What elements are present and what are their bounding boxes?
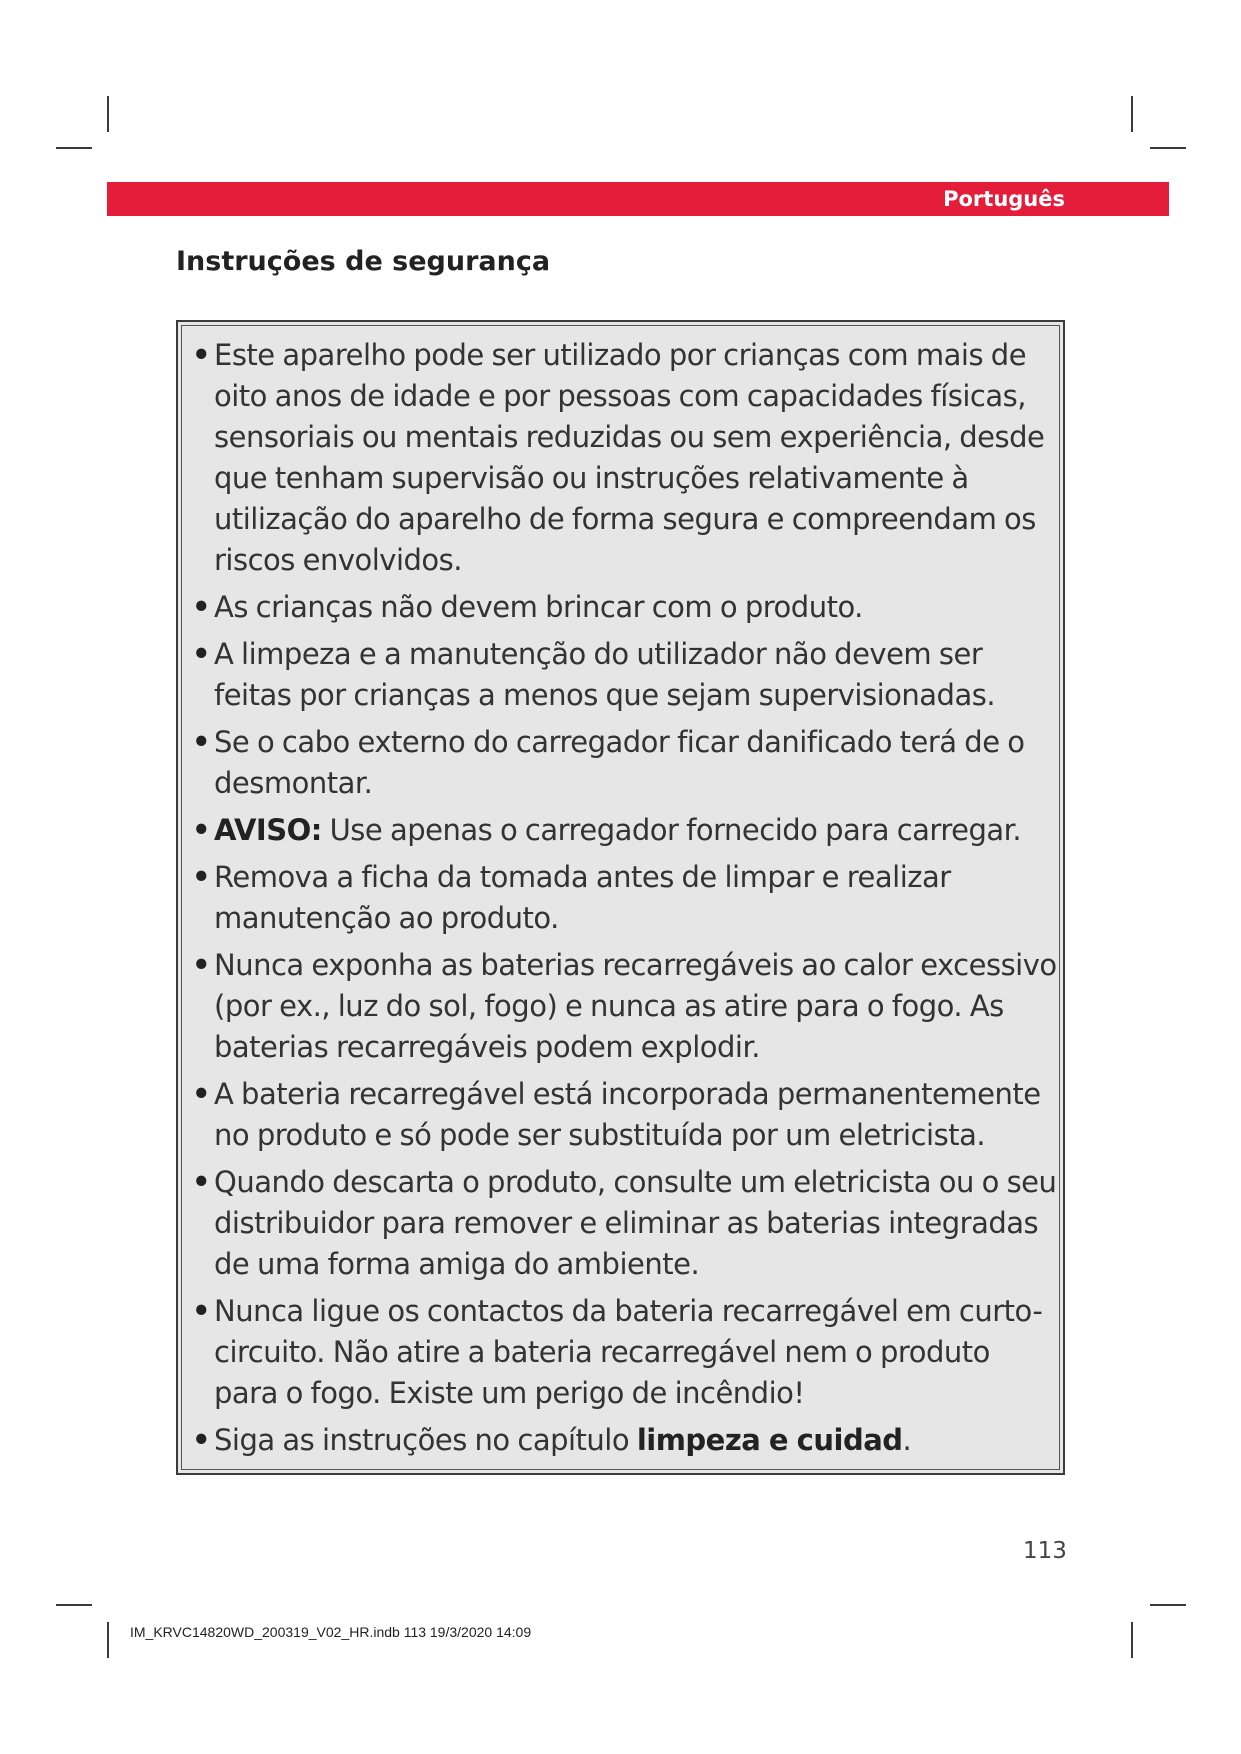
warning-text: Use apenas o carregador fornecido para carregar. (321, 813, 1022, 847)
warning-text: Se o cabo externo do carregador ficar danificado terá de o desmontar. (214, 725, 1025, 800)
warning-text: Quando descarta o produto, consulte um eletricista ou o seu distribuidor para remover e eliminar as baterias integradas de uma forma amiga do ambiente. (214, 1165, 1057, 1281)
warning-lead: AVISO: (214, 813, 322, 847)
warning-item (192, 1162, 1057, 1285)
crop-mark-bottom-right-h (1150, 1604, 1186, 1606)
warning-item (192, 857, 1057, 939)
warning-text: Remova a ficha da tomada antes de limpar e realizar manutenção ao produto. (214, 860, 951, 935)
warning-item (192, 810, 1057, 851)
language-header-bar (107, 182, 1169, 216)
bullet-icon: • (192, 338, 211, 372)
warning-tail: . (902, 1423, 912, 1457)
bullet-icon: • (192, 590, 211, 624)
warning-emphasis: limpeza e cuidad (636, 1423, 903, 1457)
bullet-icon: • (192, 860, 211, 894)
crop-mark-bottom-left-h (56, 1604, 92, 1606)
warning-text: Este aparelho pode ser utilizado por crianças com mais de oito anos de idade e por pessoas com capacidades físicas, sensoriais ou mentais reduzidas ou sem experiência, desde que tenham supervisão ou instruções relativamente à utilização do aparelho de forma segura e compreendam os riscos envolvidos. (214, 338, 1045, 577)
bullet-icon: • (192, 1423, 211, 1457)
warning-text: As crianças não devem brincar com o produto. (214, 590, 863, 624)
section-title: Instruções de segurança (176, 246, 551, 277)
crop-mark-top-left-v (107, 96, 109, 132)
bullet-icon: • (192, 637, 211, 671)
warning-item (192, 722, 1057, 804)
warning-text: A bateria recarregável está incorporada permanentemente no produto e só pode ser substituída por um eletricista. (214, 1077, 1041, 1152)
bullet-icon: • (192, 1077, 211, 1111)
crop-mark-bottom-left-v (107, 1622, 109, 1658)
crop-mark-top-left-h (56, 147, 92, 149)
warning-item (192, 335, 1057, 581)
bullet-icon: • (192, 948, 211, 982)
language-label: Português (943, 187, 1065, 211)
warning-item (192, 1420, 1057, 1461)
crop-mark-top-right-v (1131, 96, 1133, 132)
bullet-icon: • (192, 1165, 211, 1199)
bullet-icon: • (192, 1294, 211, 1328)
safety-warning-box (176, 320, 1065, 1475)
warning-item (192, 1074, 1057, 1156)
print-slug: IM_KRVC14820WD_200319_V02_HR.indb 113 19/3/2020 14:09 (130, 1624, 532, 1640)
warning-text: Siga as instruções no capítulo (214, 1423, 637, 1457)
warning-text: Nunca ligue os contactos da bateria recarregável em curto-circuito. Não atire a bateria recarregável nem o produto para o fogo. Existe um perigo de incêndio! (214, 1294, 1043, 1410)
warning-text: Nunca exponha as baterias recarregáveis ao calor excessivo (por ex., luz do sol, fogo) e nunca as atire para o fogo. As baterias recarregáveis podem explodir. (214, 948, 1057, 1064)
bullet-icon: • (192, 725, 211, 759)
crop-mark-bottom-right-v (1131, 1622, 1133, 1658)
warning-item (192, 1291, 1057, 1414)
page-number: 113 (1023, 1538, 1067, 1564)
crop-mark-top-right-h (1150, 147, 1186, 149)
safety-warning-list (178, 322, 1063, 1461)
warning-text: A limpeza e a manutenção do utilizador não devem ser feitas por crianças a menos que sejam supervisionadas. (214, 637, 996, 712)
bullet-icon: • (192, 813, 211, 847)
warning-item (192, 587, 1057, 628)
warning-item (192, 634, 1057, 716)
warning-item (192, 945, 1057, 1068)
